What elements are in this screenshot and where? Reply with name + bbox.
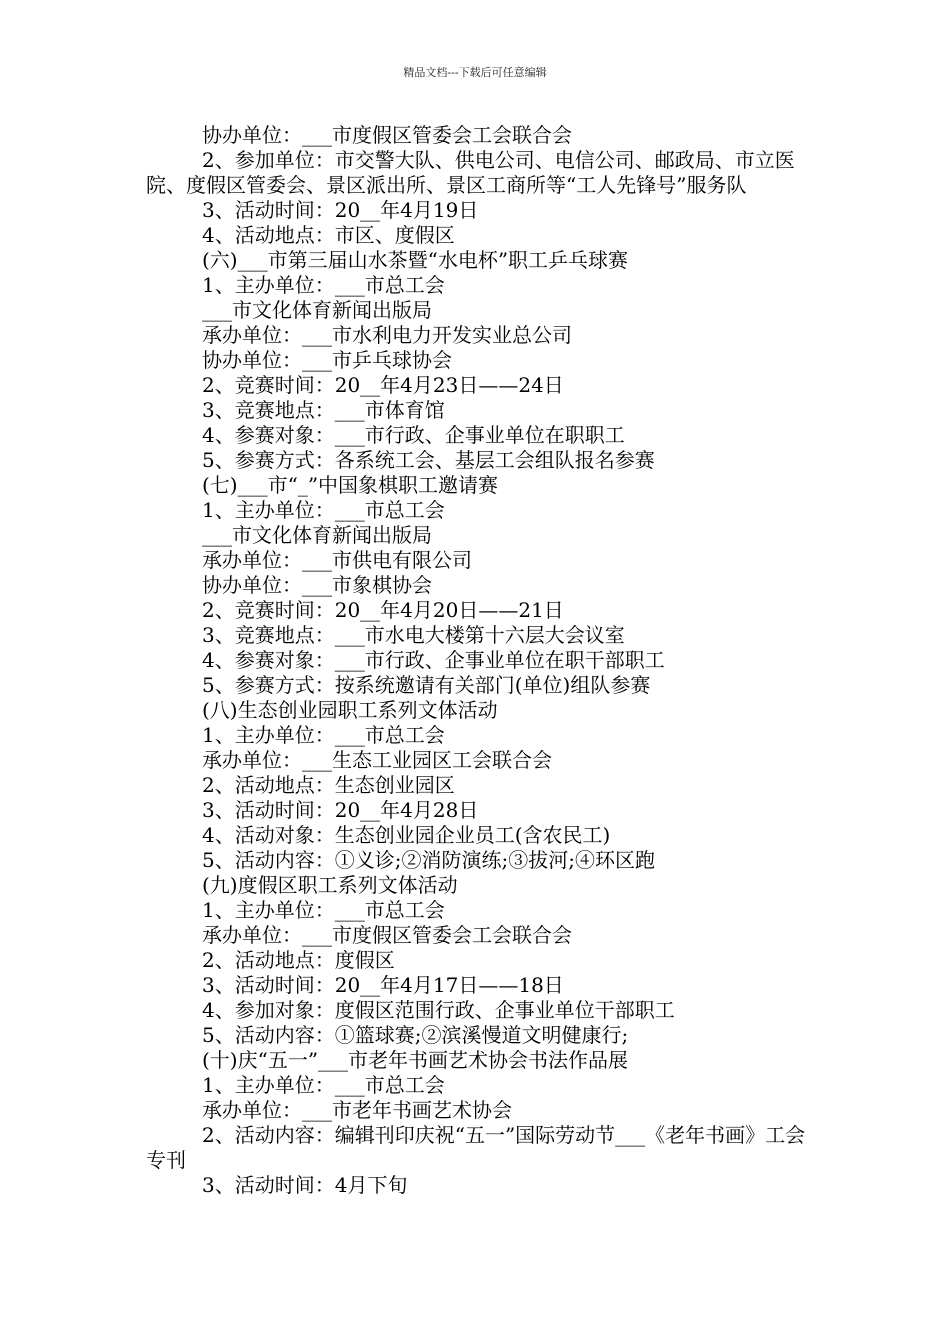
text-line: 3、竞赛地点：___市水电大楼第十六层大会议室 <box>202 623 625 647</box>
text-line: 4、活动地点：市区、度假区 <box>202 223 455 247</box>
text-line: 4、参赛对象：___市行政、企事业单位在职干部职工 <box>202 648 665 672</box>
text-line: (八)生态创业园职工系列文体活动 <box>202 698 498 722</box>
text-line: ___市文化体育新闻出版局 <box>202 523 432 547</box>
text-line: 3、活动时间：20__年4月17日——18日 <box>202 973 564 997</box>
text-line: 5、参赛方式：各系统工会、基层工会组队报名参赛 <box>202 448 655 472</box>
text-line: 协办单位：___市象棋协会 <box>202 573 432 597</box>
text-line: 协办单位：___市度假区管委会工会联合会 <box>202 123 572 147</box>
text-line: 3、竞赛地点：___市体育馆 <box>202 398 445 422</box>
text-line: 3、活动时间：4月下旬 <box>202 1173 408 1197</box>
text-line: ___市文化体育新闻出版局 <box>202 298 432 322</box>
text-line: 1、主办单位：___市总工会 <box>202 1073 445 1097</box>
text-line: 5、活动内容：①篮球赛;②滨溪慢道文明健康行; <box>202 1023 629 1047</box>
text-line: 2、活动内容：编辑刊印庆祝“五一”国际劳动节___《老年书画》工会专刊 <box>146 1123 806 1172</box>
text-line: 2、参加单位：市交警大队、供电公司、电信公司、邮政局、市立医院、度假区管委会、景区派出所、景区工商所等“工人先锋号”服务队 <box>146 148 795 197</box>
text-line: 4、参赛对象：___市行政、企事业单位在职职工 <box>202 423 625 447</box>
text-line: 2、竞赛时间：20__年4月23日——24日 <box>202 373 564 397</box>
text-line: 3、活动时间：20__年4月19日 <box>202 198 479 222</box>
document-body <box>146 123 812 1198</box>
text-line: 1、主办单位：___市总工会 <box>202 898 445 922</box>
text-line: 承办单位：___市供电有限公司 <box>202 548 472 572</box>
text-line: (十)庆“五一”___市老年书画艺术协会书法作品展 <box>202 1048 629 1072</box>
text-line: 4、活动对象：生态创业园企业员工(含农民工) <box>202 823 611 847</box>
text-line: 3、活动时间：20__年4月28日 <box>202 798 479 822</box>
text-line: 承办单位：___生态工业园区工会联合会 <box>202 748 552 772</box>
text-line: 4、参加对象：度假区范围行政、企事业单位干部职工 <box>202 998 675 1022</box>
text-line: 2、活动地点：生态创业园区 <box>202 773 455 797</box>
text-line: 承办单位：___市老年书画艺术协会 <box>202 1098 512 1122</box>
text-line: (七)___市“_”中国象棋职工邀请赛 <box>202 473 499 497</box>
text-line: 2、竞赛时间：20__年4月20日——21日 <box>202 598 564 622</box>
text-line: 1、主办单位：___市总工会 <box>202 498 445 522</box>
text-line: 1、主办单位：___市总工会 <box>202 723 445 747</box>
text-line: 5、活动内容：①义诊;②消防演练;③拔河;④环区跑 <box>202 848 655 872</box>
text-line: 协办单位：___市乒乓球协会 <box>202 348 452 372</box>
text-line: 2、活动地点：度假区 <box>202 948 395 972</box>
text-line: 1、主办单位：___市总工会 <box>202 273 445 297</box>
text-line: (六)___市第三届山水茶暨“水电杯”职工乒乓球赛 <box>202 248 629 272</box>
text-line: 承办单位：___市水利电力开发实业总公司 <box>202 323 572 347</box>
text-line: (九)度假区职工系列文体活动 <box>202 873 458 897</box>
page-header: 精品文档---下载后可任意编辑 <box>403 66 547 79</box>
text-line: 承办单位：___市度假区管委会工会联合会 <box>202 923 572 947</box>
text-line: 5、参赛方式：按系统邀请有关部门(单位)组队参赛 <box>202 673 651 697</box>
